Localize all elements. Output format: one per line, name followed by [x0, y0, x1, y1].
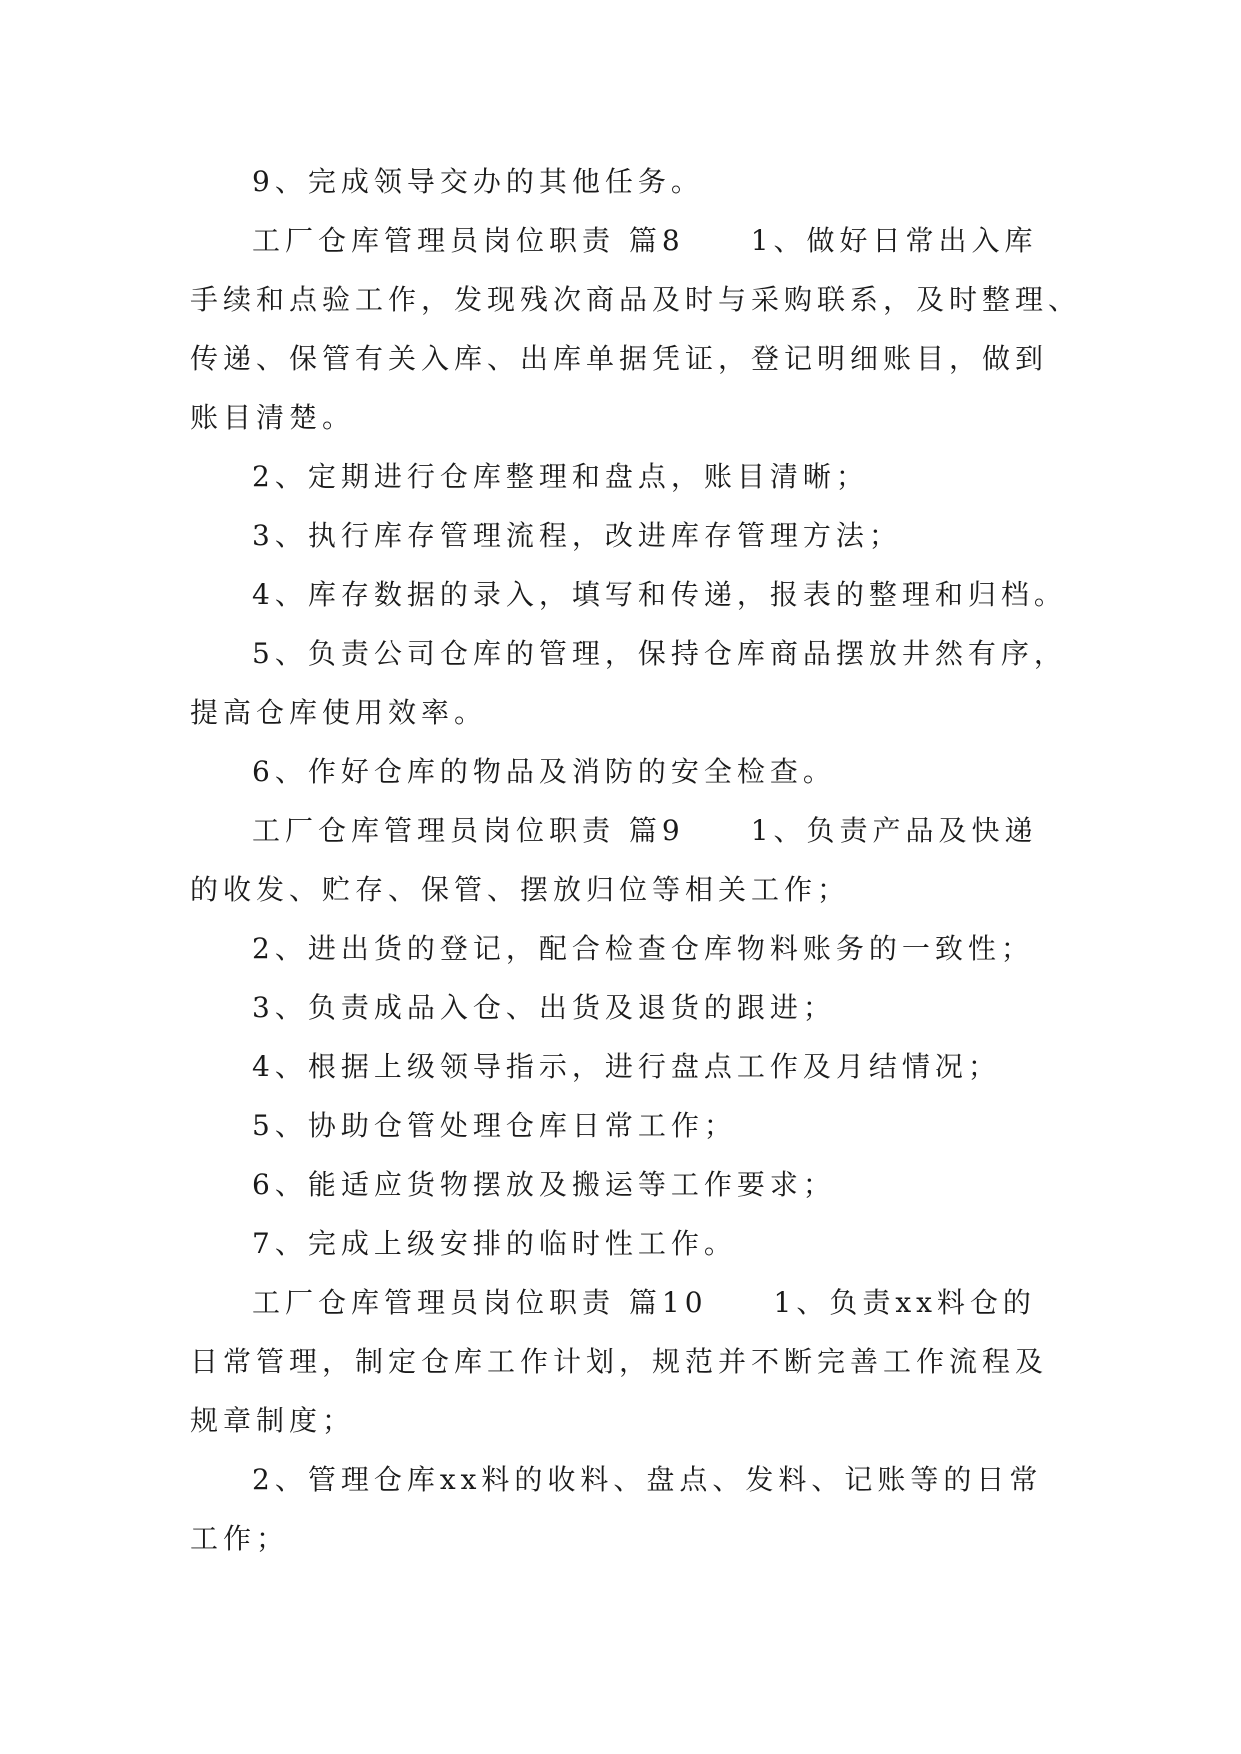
text-line: 账目清楚。: [190, 401, 356, 434]
text-line: 规章制度；: [190, 1404, 356, 1437]
text-line: 2、定期进行仓库整理和盘点，账目清晰；: [252, 460, 869, 493]
section-heading-line: 工厂仓库管理员岗位职责 篇10 1、负责xx料仓的: [252, 1286, 1036, 1319]
text-line: 4、根据上级领导指示，进行盘点工作及月结情况；: [252, 1050, 1001, 1083]
text-line: 的收发、贮存、保管、摆放归位等相关工作；: [190, 873, 851, 906]
section-heading-line: 工厂仓库管理员岗位职责 篇9 1、负责产品及快递: [252, 814, 1038, 847]
text-line: 5、协助仓管处理仓库日常工作；: [252, 1109, 737, 1142]
text-line: 7、完成上级安排的临时性工作。: [252, 1227, 737, 1260]
text-line: 4、库存数据的录入，填写和传递，报表的整理和归档。: [252, 578, 1067, 611]
text-line: 3、执行库存管理流程，改进库存管理方法；: [252, 519, 902, 552]
text-line: 提高仓库使用效率。: [190, 696, 488, 729]
text-line: 6、作好仓库的物品及消防的安全检查。: [252, 755, 836, 788]
text-line: 9、完成领导交办的其他任务。: [252, 165, 704, 198]
text-line: 传递、保管有关入库、出库单据凭证，登记明细账目，做到: [190, 342, 1049, 375]
section-heading-line: 工厂仓库管理员岗位职责 篇8 1、做好日常出入库: [252, 224, 1038, 257]
text-line: 2、进出货的登记，配合检查仓库物料账务的一致性；: [252, 932, 1034, 965]
text-line: 2、管理仓库xx料的收料、盘点、发料、记账等的日常: [252, 1463, 1043, 1496]
text-line: 5、负责公司仓库的管理，保持仓库商品摆放井然有序，: [252, 637, 1067, 670]
text-line: 3、负责成品入仓、出货及退货的跟进；: [252, 991, 836, 1024]
text-line: 手续和点验工作，发现残次商品及时与采购联系，及时整理、: [190, 283, 1082, 316]
text-line: 工作；: [190, 1522, 290, 1555]
text-line: 日常管理，制定仓库工作计划，规范并不断完善工作流程及: [190, 1345, 1049, 1378]
text-line: 6、能适应货物摆放及搬运等工作要求；: [252, 1168, 836, 1201]
